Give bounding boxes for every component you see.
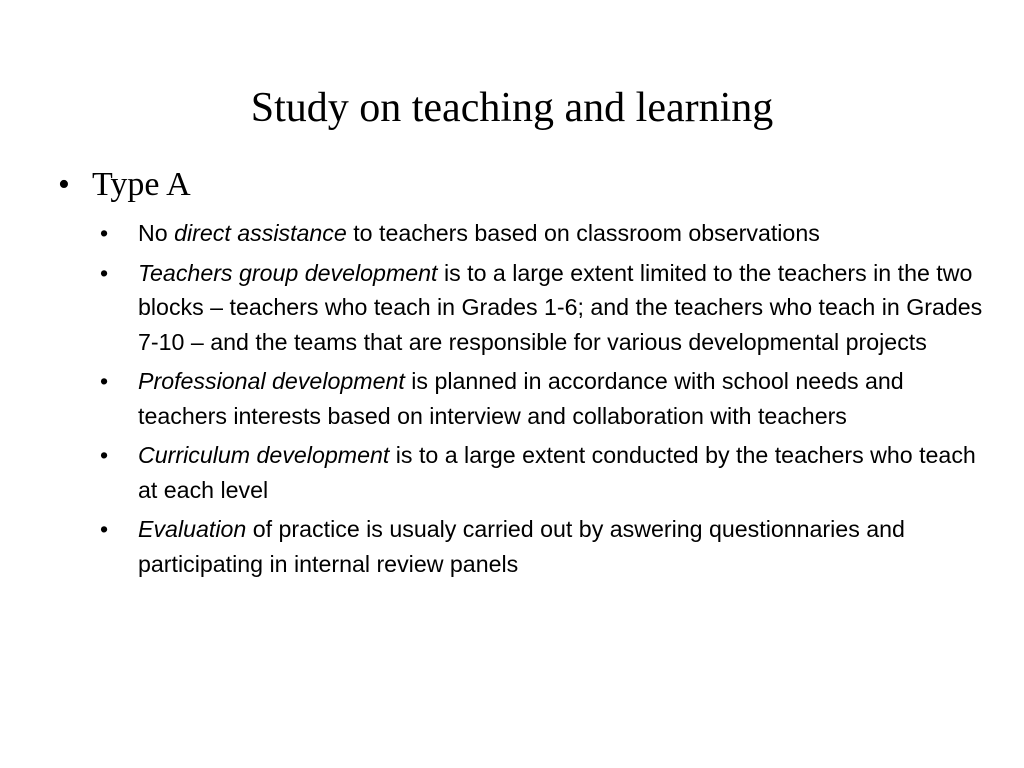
item-prefix: No — [138, 220, 175, 246]
sub-bullet-marker: • — [100, 442, 109, 468]
sub-bullet-list — [100, 216, 990, 586]
item-text: to teachers based on classroom observations — [346, 220, 820, 246]
slide-title: Study on teaching and learning — [250, 85, 774, 131]
sub-bullet-marker: • — [100, 220, 109, 246]
item-text: is to a large extent limited to the teachers in the two blocks – teachers who teach in Grades 1-6; and the teachers who teach in Grades 7-10 – and the teams that are responsible for various developmental projects — [138, 259, 983, 355]
sub-bullet-item — [100, 216, 990, 251]
item-text: of practice is usualy carried out by aswering questionnaries and participating in internal review panels — [138, 516, 905, 577]
item-emphasis: direct assistance — [174, 220, 347, 246]
item-emphasis: Curriculum development — [138, 442, 390, 468]
sub-bullet-item — [100, 438, 990, 507]
sub-bullet-marker: • — [100, 516, 109, 542]
bullet-type-a-label: Type A — [92, 166, 191, 203]
bullet-marker: • — [58, 166, 70, 203]
sub-bullet-marker: • — [100, 368, 109, 394]
item-emphasis: Evaluation — [138, 516, 247, 542]
bullet-type-a — [58, 163, 191, 207]
item-text: is to a large extent conducted by the teachers who teach at each level — [138, 442, 976, 503]
sub-bullet-item — [100, 256, 990, 360]
item-emphasis: Professional development — [138, 368, 405, 394]
sub-bullet-item — [100, 512, 990, 581]
sub-bullet-marker: • — [100, 259, 109, 286]
sub-bullet-item — [100, 364, 990, 433]
item-emphasis: Teachers group development — [138, 259, 438, 286]
item-text: is planned in accordance with school needs and teachers interests based on interview and collaboration with teachers — [138, 368, 904, 429]
